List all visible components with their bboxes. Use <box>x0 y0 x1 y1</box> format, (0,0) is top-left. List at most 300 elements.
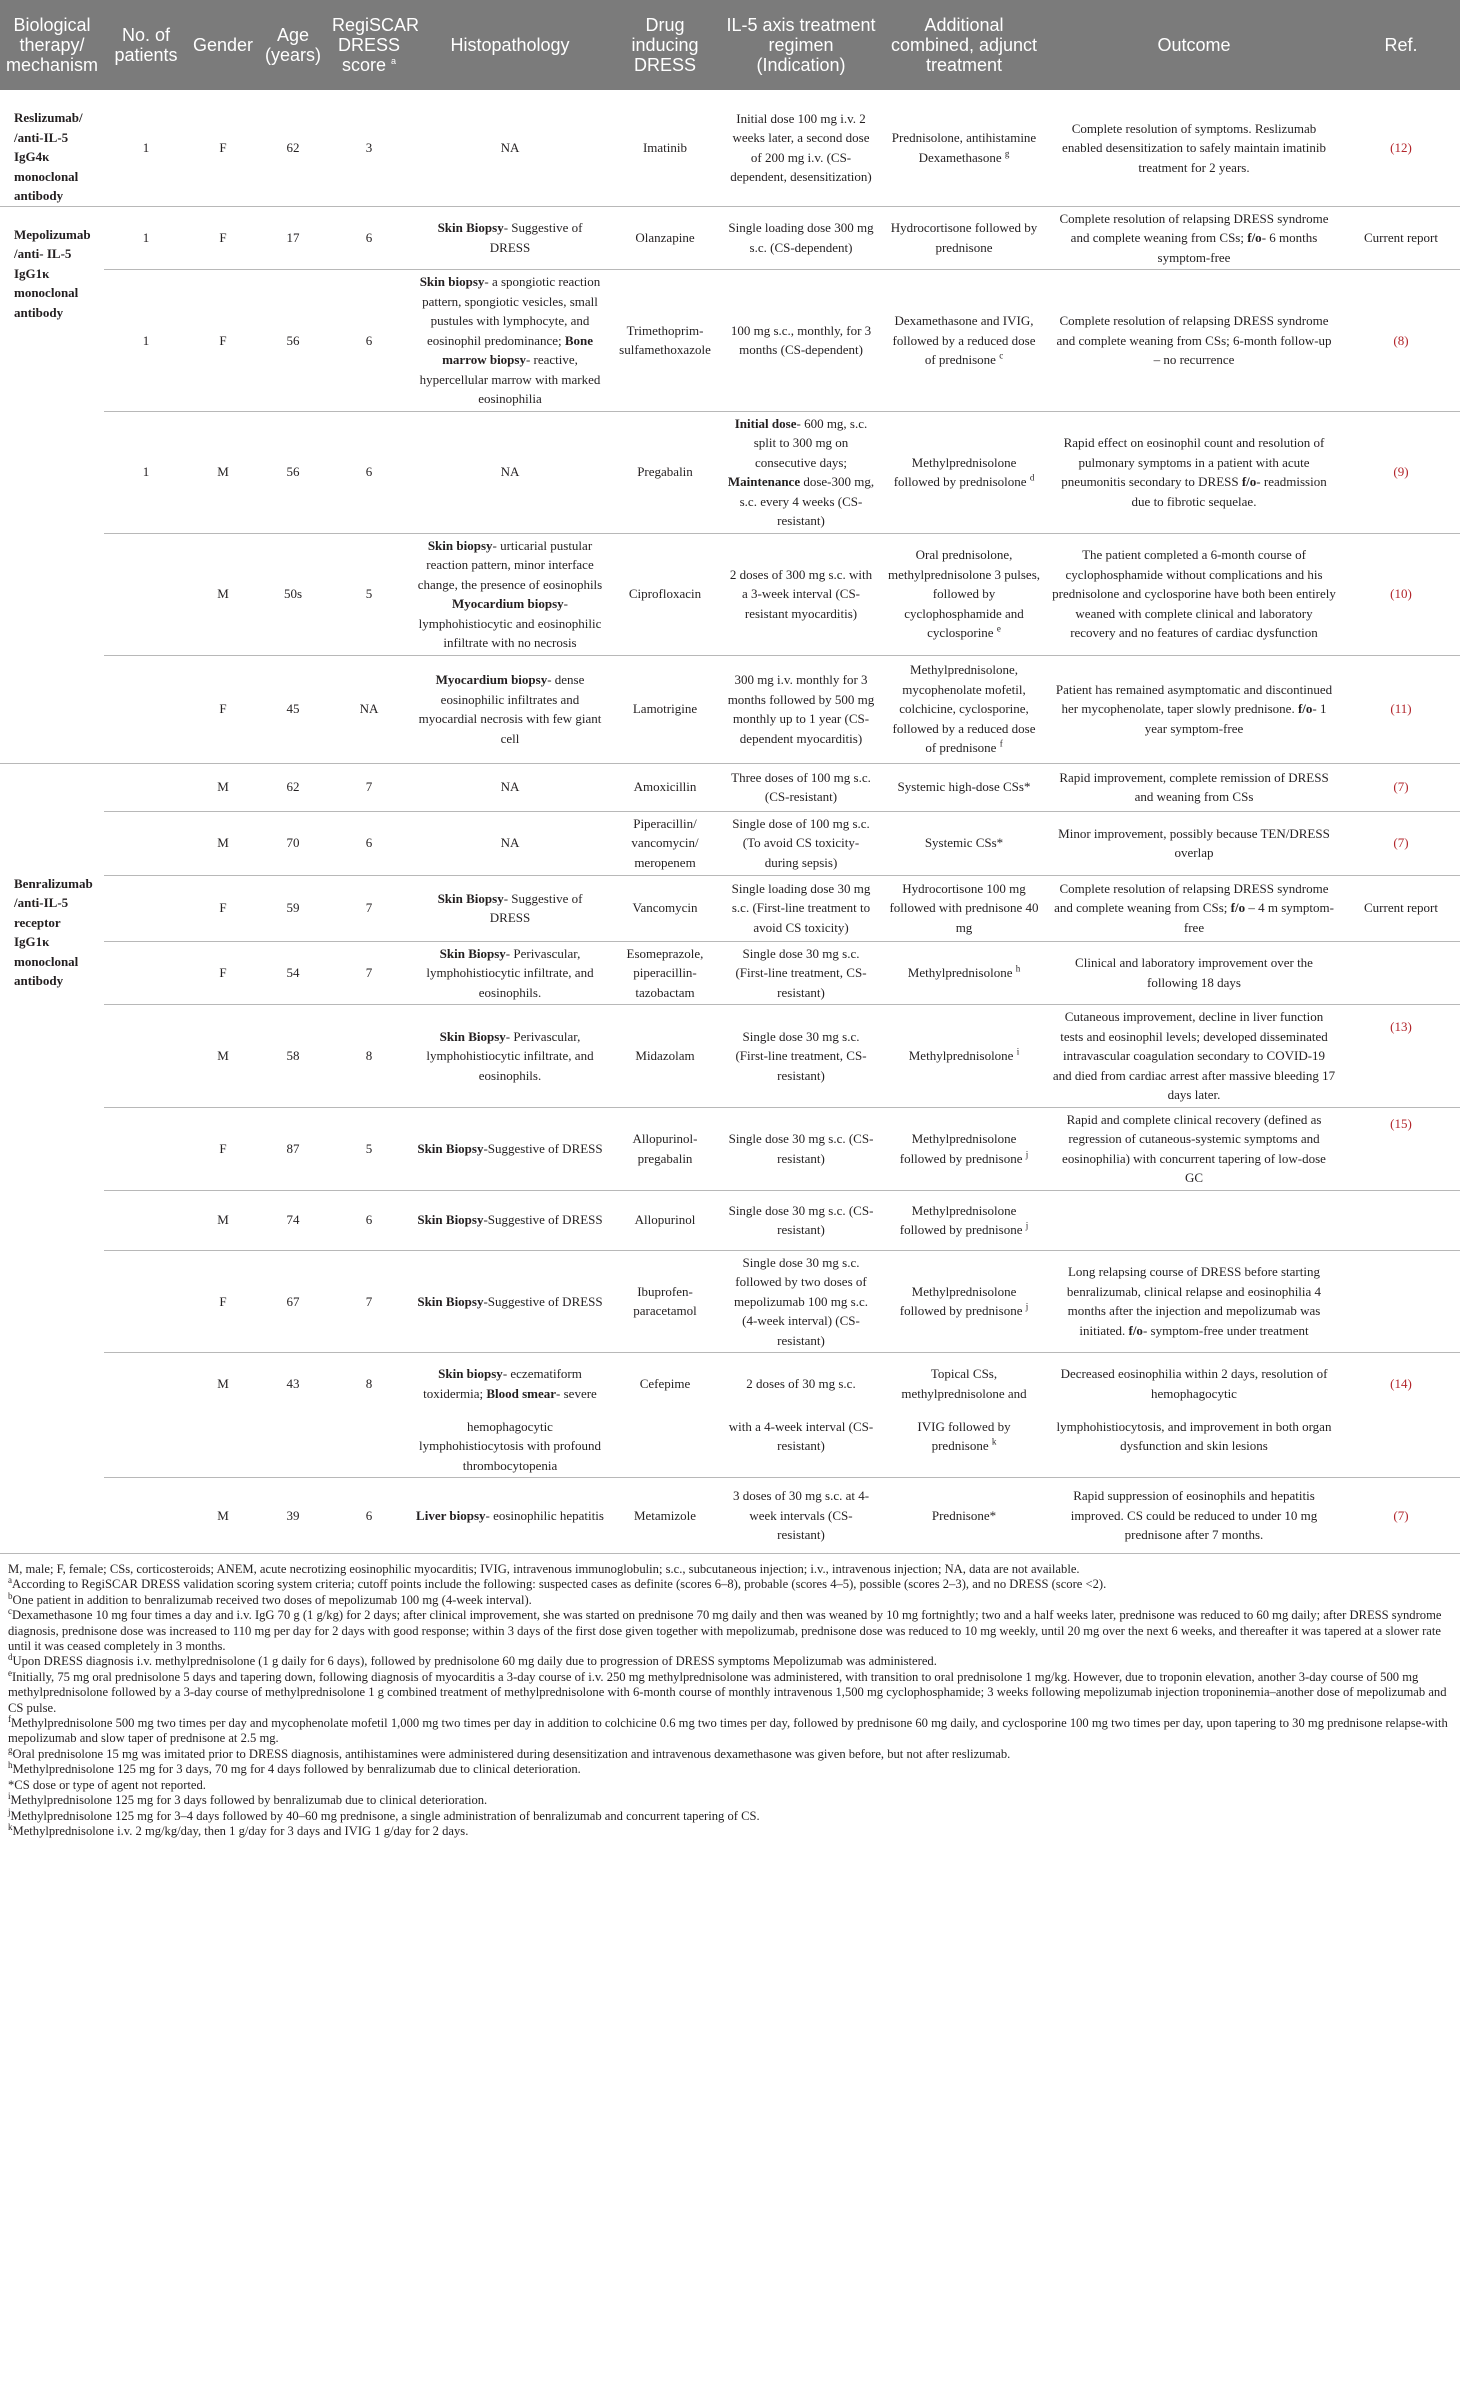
therapy-benralizumab-text: Benralizumab /anti-IL-5 receptor IgG1κ monoclonal antibody <box>14 875 93 988</box>
footnote-abbreviations: M, male; F, female; CSs, corticosteroids; ANEM, acute necrotizing eosinophilic myocarditis; IVIG, intravenous immunoglobulin; s.c., subcutaneous injection; i.v., intravenous injection; NA, data are not available. <box>8 1562 1080 1576</box>
cell-ref[interactable]: (7) <box>1342 763 1460 811</box>
cell-outcome: Rapid improvement, complete remission of DRESS and weaning from CSs <box>1046 763 1342 811</box>
histo-bold: Skin Biopsy <box>439 945 506 961</box>
cell-outcome <box>1046 875 1342 941</box>
cell-patients <box>104 1005 188 1108</box>
footnote-text: Dexamethasone 10 mg four times a day and i.v. IgG 70 g (1 g/kg) for 2 days; after clinical improvement, she was started on prednisone 70 mg daily and then was weaned by 10 mg fortnightly; two and a half weeks later, prednisone was reduced to 60 mg daily; after DRESS syndrome diagnosis, prednisone dose was increased to 110 mg per day for 2 days with good response; within 3 days of the first dose given together with mepolizumab, prednisone dose was reduced to 10 mg weekly, until 20 mg over the next 6 weeks, and thereafter it was tapered at a slower rate until it was ceased completely in 3 months. <box>8 1608 1442 1654</box>
cell-patients: 1 <box>104 90 188 206</box>
header-outcome: Outcome <box>1046 0 1342 90</box>
cell-regimen: Single dose 30 mg s.c. (CS-resistant) <box>720 1190 882 1250</box>
cell-adjunct: Topical CSs, methylprednisolone and <box>901 1366 1027 1401</box>
cell-regimen: with a 4-week interval (CS-resistant) <box>720 1415 882 1478</box>
cell-ref[interactable]: (10) <box>1342 533 1460 655</box>
cell-gender: M <box>188 533 258 655</box>
therapy-reslizumab: Reslizumab/ /anti-IL-5 IgG4κ monoclonal antibody <box>0 90 104 206</box>
cell-age: 45 <box>258 655 328 763</box>
footnote-k <box>8 1821 1450 1839</box>
table-row <box>0 270 1460 412</box>
cell-gender: F <box>188 655 258 763</box>
cell-drug: Trimethoprim-sulfamethoxazole <box>610 270 720 412</box>
cell-age: 39 <box>258 1478 328 1554</box>
cell-regimen: Single dose 30 mg s.c. (First-line treatment, CS-resistant) <box>720 941 882 1005</box>
adjunct-text: Methylprednisolone, mycophenolate mofetil, colchicine, cyclosporine, followed by a reduced dose of prednisone <box>892 662 1036 756</box>
table-row <box>0 1353 1460 1415</box>
cell-score: 6 <box>328 206 410 270</box>
footnote-text: Methylprednisolone 125 mg for 3–4 days followed by 40–60 mg prednisone, a single administration of benralizumab and concurrent tapering of CS. <box>10 1808 760 1823</box>
cell-drug: Ciprofloxacin <box>610 533 720 655</box>
adjunct-text: Prednisolone, antihistamine Dexamethasone <box>891 130 1037 165</box>
cell-regimen: Single dose 30 mg s.c. followed by two doses of mepolizumab 100 mg s.c. (4-week interval) (CS-resistant) <box>720 1250 882 1353</box>
cell-ref[interactable]: (11) <box>1342 655 1460 763</box>
outcome-text-2: – 4 m symptom-free <box>1183 900 1334 935</box>
footnote-text: Upon DRESS diagnosis i.v. methylprednisolone (1 g daily for 6 days), followed by prednisolone 60 mg daily due to progression of DRESS symptoms Mepolizumab was administered. <box>12 1654 937 1669</box>
outcome-bold: f/o <box>1128 1322 1143 1338</box>
cell-drug: Allopurinol-pregabalin <box>610 1107 720 1190</box>
histo-text: - Perivascular, lymphohistiocytic infiltrate, and eosinophils. <box>426 1028 594 1083</box>
cell-drug: Olanzapine <box>610 206 720 270</box>
footnote-text: According to RegiSCAR DRESS validation scoring system criteria; cutoff points include the following: suspected cases as definite (scores 6–8), probable (scores 4–5), possible (scores 2–3), and no DRESS (score <2). <box>12 1577 1107 1592</box>
cell-ref <box>1342 1190 1460 1250</box>
adjunct-text: Methylprednisolone followed by prednisone <box>899 1131 1023 1166</box>
table-row <box>0 811 1460 875</box>
cell-regimen: Initial dose 100 mg i.v. 2 weeks later, a second dose of 200 mg i.v. (CS-dependent, desensitization) <box>720 90 882 206</box>
histo-text-2: - lymphohistiocytic and eosinophilic infiltrate with no necrosis <box>418 596 602 650</box>
footnote-i <box>8 1790 1450 1808</box>
cell-regimen <box>720 411 882 533</box>
outcome-bold: f/o <box>1247 230 1262 245</box>
adjunct-sup: i <box>1016 1046 1020 1057</box>
cell-gender: F <box>188 875 258 941</box>
outcome-text-2: - 6 months symptom-free <box>1157 230 1318 265</box>
cell-adjunct <box>882 1415 1046 1478</box>
header-adjunct: Additional combined, adjunct treatment <box>882 0 1046 90</box>
cell-patients <box>104 655 188 763</box>
cell-ref[interactable]: (14) <box>1390 1376 1412 1391</box>
cell-gender: M <box>188 1478 258 1554</box>
cell-age: 43 <box>286 1376 300 1391</box>
footnote-text: Methylprednisolone i.v. 2 mg/kg/day, then 1 g/day for 3 days and IVIG 1 g/day for 2 days. <box>12 1823 469 1838</box>
cell-histo <box>410 655 610 763</box>
cell-histo: NA <box>410 763 610 811</box>
table-row <box>0 763 1460 811</box>
cell-ref[interactable]: (8) <box>1342 270 1460 412</box>
cell-score <box>328 1415 410 1478</box>
footnote-mark: i <box>8 1790 11 1801</box>
cell-gender: F <box>188 206 258 270</box>
adjunct-sup: k <box>991 1436 997 1447</box>
cell-regimen: Single loading dose 300 mg s.c. (CS-dependent) <box>720 206 882 270</box>
header-score-text: RegiSCAR DRESS score <box>332 15 420 75</box>
cell-histo <box>410 1190 610 1250</box>
therapy-mepolizumab: Mepolizumab /anti- IL-5 IgG1κ monoclonal antibody <box>0 206 104 763</box>
cell-ref <box>1342 1250 1460 1353</box>
cell-ref[interactable]: (12) <box>1342 90 1460 206</box>
cell-adjunct <box>882 90 1046 206</box>
adjunct-sup: j <box>1025 1149 1029 1160</box>
cell-ref <box>1342 941 1460 1005</box>
header-histopathology: Histopathology <box>410 0 610 90</box>
cell-score: 6 <box>328 1190 410 1250</box>
histo-bold: Skin biopsy <box>427 537 493 553</box>
regimen-bold-2: Maintenance <box>727 474 801 489</box>
cell-adjunct: Prednisone* <box>882 1478 1046 1554</box>
cell-score: 6 <box>328 1478 410 1554</box>
cell-drug: Cefepime <box>639 1376 691 1391</box>
table-row <box>0 1107 1460 1190</box>
cell-histo: NA <box>410 90 610 206</box>
header-score <box>328 0 420 90</box>
cell-histo <box>410 1107 610 1190</box>
adjunct-sup: e <box>996 623 1001 634</box>
cell-gender: M <box>188 811 258 875</box>
footnote-f <box>8 1713 1450 1747</box>
cell-histo <box>410 941 610 1005</box>
cell-regimen: Single loading dose 30 mg s.c. (First-line treatment to avoid CS toxicity) <box>720 875 882 941</box>
table-row <box>0 206 1460 270</box>
table-row <box>0 533 1460 655</box>
cell-drug: Esomeprazole, piperacillin-tazobactam <box>610 941 720 1005</box>
cell-score: 8 <box>365 1376 373 1391</box>
histo-bold: Liver biopsy <box>416 1507 486 1523</box>
cell-score: 7 <box>328 875 410 941</box>
cell-adjunct <box>882 411 1046 533</box>
cell-histo <box>410 533 610 655</box>
cell-score: 7 <box>328 1250 410 1353</box>
cell-patients <box>104 1107 188 1190</box>
cell-outcome: Rapid suppression of eosinophils and hepatitis improved. CS could be reduced to under 10 mg prednisone after 7 months. <box>1046 1478 1342 1554</box>
footnote-e <box>8 1667 1450 1716</box>
header-score-sup: a <box>391 56 397 66</box>
cell-outcome: lymphohistiocytosis, and improvement in both organ dysfunction and skin lesions <box>1046 1415 1342 1478</box>
footnote-mark: j <box>8 1806 11 1817</box>
header-regimen: IL-5 axis treatment regimen (Indication) <box>720 0 882 90</box>
cell-histo <box>410 270 610 412</box>
header-ref: Ref. <box>1342 0 1460 90</box>
cell-age <box>258 1415 328 1478</box>
cell-drug <box>610 1415 720 1478</box>
cell-adjunct <box>882 1250 1046 1353</box>
table-row <box>0 875 1460 941</box>
cell-regimen: 3 doses of 30 mg s.c. at 4-week intervals (CS-resistant) <box>720 1478 882 1554</box>
cell-ref[interactable]: (7) <box>1342 811 1460 875</box>
cell-drug: Amoxicillin <box>610 763 720 811</box>
cell-patients: 1 <box>104 206 188 270</box>
table-row <box>0 941 1460 1005</box>
histo-text: - Suggestive of DRESS <box>489 220 583 255</box>
cell-adjunct: Systemic CSs* <box>882 811 1046 875</box>
footnote-text: Initially, 75 mg oral prednisolone 5 days and tapering down, following diagnosis of myocarditis a 3-day course of i.v. 250 mg methylprednisolone was administered, with transition to oral prednisolone 1 mg/kg. However, due to troponin elevation, another 3-day course of 500 mg methylprednisolone followed by a 3-day course of methylprednisolone 1 g combined treatment of methylprednisolone with 6-month course of monthly intravenous 1,500 mg cyclophosphamide; 3 weeks following mepolizumab injection troponinemia–another dose of mepolizumab and CS pulse. <box>8 1669 1447 1715</box>
footnote-text: Oral prednisolone 15 mg was imitated prior to DRESS diagnosis, antihistamines were administered during desensitization and intravenous dexamethasone was given before, but not after reslizumab. <box>12 1746 1011 1761</box>
cell-outcome <box>1046 206 1342 270</box>
table-row <box>0 411 1460 533</box>
regimen-text-2: dose-300 mg, s.c. every 4 weeks (CS-resistant) <box>739 474 875 528</box>
footnote-h <box>8 1762 1450 1777</box>
histo-text: -Suggestive of DRESS <box>483 1212 603 1228</box>
adjunct-sup: j <box>1025 1301 1029 1312</box>
adjunct-text: Methylprednisolone followed by prednisolone <box>893 454 1027 489</box>
cell-score: 5 <box>328 1107 410 1190</box>
regimen-bold: Initial dose <box>734 415 797 431</box>
cell-score: 8 <box>328 1005 410 1108</box>
cell-adjunct: Hydrocortisone 100 mg followed with prednisone 40 mg <box>882 875 1046 941</box>
footnote-mark: d <box>8 1652 13 1663</box>
table-row <box>0 1005 1460 1108</box>
table-row <box>0 1250 1460 1353</box>
histo-bold: Myocardium biopsy <box>435 672 548 687</box>
cell-gender: M <box>188 1190 258 1250</box>
cell-ref[interactable]: (9) <box>1342 411 1460 533</box>
cell-patients <box>104 1415 188 1478</box>
cell-outcome: Cutaneous improvement, decline in liver function tests and eosinophil levels; developed disseminated intravascular coagulation secondary to COVID-19 and died from cardiac arrest after massive bleeding 17 days later. <box>1046 1005 1342 1108</box>
cell-score: 6 <box>328 411 410 533</box>
histo-text-2: - reactive, hypercellular marrow with marked eosinophilia <box>419 352 601 406</box>
footnote-text: Methylprednisolone 125 mg for 3 days, 70 mg for 4 days followed by benralizumab due to clinical deterioration. <box>12 1762 581 1777</box>
cell-gender: F <box>188 270 258 412</box>
cell-score: 3 <box>328 90 410 206</box>
histo-text: - eosinophilic hepatitis <box>485 1507 604 1523</box>
table-row <box>0 655 1460 763</box>
footnote-g <box>8 1744 1450 1762</box>
histo-text: - Perivascular, lymphohistiocytic infiltrate, and eosinophils. <box>426 945 594 1000</box>
header-age: Age (years) <box>258 0 328 90</box>
adjunct-text: IVIG followed by prednisone <box>917 1418 1011 1453</box>
cell-gender <box>188 1415 258 1478</box>
cell-regimen: 2 doses of 30 mg s.c. <box>746 1376 856 1391</box>
cell-gender: M <box>188 411 258 533</box>
histo-bold: Skin biopsy <box>419 274 485 289</box>
outcome-text: Complete resolution of relapsing DRESS syndrome and complete weaning from CSs; <box>1054 880 1329 916</box>
footnote-d <box>8 1654 1450 1669</box>
cell-gender: M <box>188 763 258 811</box>
table-row <box>0 1415 1460 1478</box>
cell-adjunct <box>882 1107 1046 1190</box>
histo-bold-2: Blood smear <box>486 1385 557 1401</box>
cell-score: 6 <box>328 270 410 412</box>
cell-regimen: Three doses of 100 mg s.c. (CS-resistant) <box>720 763 882 811</box>
cell-outcome: Rapid and complete clinical recovery (defined as regression of cutaneous-systemic symptoms and eosinophilia) with concurrent tapering of low-dose GC <box>1046 1107 1342 1190</box>
header-patients: No. of patients <box>104 0 188 90</box>
cell-regimen: 300 mg i.v. monthly for 3 months followed by 500 mg monthly up to 1 year (CS-dependent myocarditis) <box>720 655 882 763</box>
cell-age: 62 <box>258 90 328 206</box>
cell-histo: NA <box>410 411 610 533</box>
footnote-a <box>8 1577 1450 1592</box>
outcome-text: Complete resolution of relapsing DRESS syndrome and complete weaning from CSs; <box>1059 210 1329 245</box>
cell-age: 56 <box>258 411 328 533</box>
cell-ref[interactable]: (15) <box>1342 1107 1460 1190</box>
histo-bold: Skin Biopsy <box>437 220 504 236</box>
cell-outcome: Clinical and laboratory improvement over the following 18 days <box>1046 941 1342 1005</box>
cell-gender: F <box>188 941 258 1005</box>
cell-gender: M <box>217 1376 229 1391</box>
histo-text: - eczematiform toxidermia; <box>423 1366 582 1401</box>
cell-ref: Current report <box>1342 206 1460 270</box>
cell-drug: Vancomycin <box>610 875 720 941</box>
cell-score: 6 <box>328 811 410 875</box>
footnote-mark: b <box>8 1590 13 1601</box>
histo-bold: Skin Biopsy <box>437 890 504 906</box>
cell-age: 58 <box>258 1005 328 1108</box>
cell-drug: Imatinib <box>610 90 720 206</box>
adjunct-sup: g <box>1004 148 1010 159</box>
header-row <box>0 0 1460 90</box>
footnote-c <box>8 1608 1450 1654</box>
cell-patients <box>104 533 188 655</box>
cell-age: 74 <box>258 1190 328 1250</box>
cell-outcome <box>1046 655 1342 763</box>
outcome-text: Long relapsing course of DRESS before starting benralizumab, clinical relapse and eosinophilia 4 months after the injection and mepolizumab was initiated. <box>1066 1264 1322 1338</box>
histo-text: - a spongiotic reaction pattern, spongiotic vesicles, small pustules with lymphocyte, and eosinophil predominance; <box>422 274 601 348</box>
cell-outcome: Minor improvement, possibly because TEN/DRESS overlap <box>1046 811 1342 875</box>
cell-age: 62 <box>258 763 328 811</box>
cell-drug: Metamizole <box>610 1478 720 1554</box>
cell-patients <box>104 763 188 811</box>
adjunct-sup: f <box>999 738 1003 749</box>
cell-drug: Piperacillin/ vancomycin/ meropenem <box>610 811 720 875</box>
cell-regimen: Single dose 30 mg s.c. (CS-resistant) <box>720 1107 882 1190</box>
cell-patients <box>104 1353 188 1415</box>
cell-histo <box>410 1478 610 1554</box>
histo-bold-2: Myocardium biopsy <box>452 596 564 611</box>
header-drug: Drug inducing DRESS <box>610 0 720 90</box>
cell-patients: 1 <box>104 411 188 533</box>
adjunct-sup: j <box>1025 1220 1029 1231</box>
footnote-mark: a <box>8 1575 12 1586</box>
cell-gender: F <box>188 1107 258 1190</box>
footnote-text: One patient in addition to benralizumab received two doses of mepolizumab 100 mg (4-week interval). <box>12 1592 532 1607</box>
cell-patients <box>104 941 188 1005</box>
cell-patients <box>104 811 188 875</box>
outcome-bold: f/o <box>1241 474 1257 489</box>
cell-age: 50s <box>258 533 328 655</box>
table-row <box>0 90 1460 206</box>
outcome-text-2: - 1 year symptom-free <box>1144 701 1327 736</box>
adjunct-text: Oral prednisolone, methylprednisolone 3 pulses, followed by cyclophosphamide and cyclosporine <box>888 547 1041 641</box>
cell-adjunct <box>882 1005 1046 1108</box>
outcome-bold: f/o <box>1297 701 1313 717</box>
cell-adjunct <box>882 270 1046 412</box>
cell-age: 70 <box>258 811 328 875</box>
therapy-benralizumab <box>0 763 104 1554</box>
cell-score: 7 <box>328 941 410 1005</box>
outcome-text: Rapid effect on eosinophil count and resolution of pulmonary symptoms in a patient with acute pneumonitis secondary to DRESS <box>1061 435 1325 489</box>
cell-histo <box>410 875 610 941</box>
histo-bold: Skin biopsy <box>438 1366 503 1382</box>
cell-outcome: The patient completed a 6-month course of cyclophosphamide without complications and his prednisolone and cyclosporine have both been entirely weaned with complete clinical and laboratory recovery and no features of cardiac dysfunction <box>1046 533 1342 655</box>
cell-adjunct: Hydrocortisone followed by prednisone <box>882 206 1046 270</box>
regimen-text: - 600 mg, s.c. split to 300 mg on consecutive days; <box>753 415 868 470</box>
histo-bold: Skin Biopsy <box>417 1140 484 1156</box>
cell-score: 5 <box>328 533 410 655</box>
footnote-mark: h <box>8 1760 13 1771</box>
cell-outcome: Complete resolution of relapsing DRESS syndrome and complete weaning from CSs; 6-month follow-up – no recurrence <box>1046 270 1342 412</box>
footnote-text: Methylprednisolone 125 mg for 3 days followed by benralizumab due to clinical deterioration. <box>10 1793 488 1808</box>
cell-patients <box>104 875 188 941</box>
cell-histo <box>410 1005 610 1108</box>
cell-gender: F <box>188 90 258 206</box>
cell-outcome <box>1046 1250 1342 1353</box>
adjunct-text: Methylprednisolone followed by prednisone <box>899 1283 1023 1319</box>
cell-outcome: Complete resolution of symptoms. Reslizumab enabled desensitization to safely maintain imatinib treatment for 2 years. <box>1046 90 1342 206</box>
footnote-mark: f <box>8 1713 11 1724</box>
outcome-bold: f/o <box>1230 900 1246 916</box>
cell-age: 17 <box>258 206 328 270</box>
adjunct-sup: h <box>1015 963 1021 974</box>
cell-ref[interactable]: (13) <box>1342 1005 1460 1108</box>
cell-regimen: Single dose of 100 mg s.c. (To avoid CS toxicity-during sepsis) <box>720 811 882 875</box>
adjunct-text: Methylprednisolone <box>908 1048 1014 1063</box>
cell-drug: Allopurinol <box>610 1190 720 1250</box>
cell-outcome: Decreased eosinophilia within 2 days, resolution of hemophagocytic <box>1060 1366 1328 1401</box>
cell-outcome <box>1046 1190 1342 1250</box>
cell-histo: NA <box>410 811 610 875</box>
footnote-mark: e <box>8 1667 12 1678</box>
cell-adjunct <box>882 941 1046 1005</box>
cell-gender: M <box>188 1005 258 1108</box>
histo-text-2: - severe <box>556 1385 597 1401</box>
cell-score: 7 <box>328 763 410 811</box>
outcome-text-2: - symptom-free under treatment <box>1142 1322 1309 1338</box>
cell-patients <box>104 1190 188 1250</box>
cell-age: 59 <box>258 875 328 941</box>
adjunct-text: Dexamethasone and IVIG, followed by a reduced dose of prednisone <box>892 313 1036 367</box>
cell-regimen: 100 mg s.c., monthly, for 3 months (CS-dependent) <box>720 270 882 412</box>
cell-patients <box>104 1250 188 1353</box>
outcome-text: Patient has remained asymptomatic and discontinued her mycophenolate, taper slowly prednisone. <box>1055 681 1333 717</box>
cell-adjunct <box>882 1190 1046 1250</box>
cell-ref: Current report <box>1342 875 1460 941</box>
histo-text: - urticarial pustular reaction pattern, minor interface change, the presence of eosinophils <box>417 537 603 592</box>
histo-text: - Suggestive of DRESS <box>489 890 583 925</box>
cell-drug: Midazolam <box>610 1005 720 1108</box>
adjunct-sup: c <box>999 350 1004 361</box>
cell-histo <box>410 206 610 270</box>
footnote-mark: c <box>8 1606 12 1617</box>
cell-score: NA <box>328 655 410 763</box>
adjunct-sup: d <box>1029 472 1035 483</box>
cell-regimen: Single dose 30 mg s.c. (First-line treatment, CS-resistant) <box>720 1005 882 1108</box>
cell-age: 87 <box>258 1107 328 1190</box>
cell-adjunct: Systemic high-dose CSs* <box>882 763 1046 811</box>
histo-text: - dense eosinophilic infiltrates and myocardial necrosis with few giant cell <box>418 672 602 746</box>
footnote-b <box>8 1590 1450 1608</box>
cell-regimen: 2 doses of 300 mg s.c. with a 3-week interval (CS-resistant myocarditis) <box>720 533 882 655</box>
cell-adjunct <box>882 655 1046 763</box>
outcome-text-2: - readmission due to fibrotic sequelae. <box>1131 474 1327 509</box>
footnotes <box>0 1554 1460 1839</box>
cell-drug: Ibuprofen-paracetamol <box>610 1250 720 1353</box>
footnote-mark: k <box>8 1821 13 1832</box>
footnote-text: Methylprednisolone 500 mg two times per day and mycophenolate mofetil 1,000 mg two times per day in addition to colchicine 0.6 mg two times per day, followed by prednisone 60 mg daily, and cyclosporine 100 mg two times per day, upon tapering to 30 mg prednisone relapse-with mepolizumab and slow taper of prednisone at 2.5 mg. <box>8 1716 1448 1746</box>
footnote-mark: g <box>8 1744 13 1755</box>
cell-histo <box>410 1250 610 1353</box>
footnote-star: *CS dose or type of agent not reported. <box>8 1777 206 1792</box>
cell-ref[interactable]: (7) <box>1342 1478 1460 1554</box>
cell-patients: 1 <box>104 270 188 412</box>
table-row <box>0 1478 1460 1554</box>
histo-text: -Suggestive of DRESS <box>483 1140 603 1156</box>
cell-adjunct <box>882 533 1046 655</box>
histo-bold: Skin Biopsy <box>417 1212 484 1228</box>
cell-age: 56 <box>258 270 328 412</box>
cell-drug: Pregabalin <box>610 411 720 533</box>
cell-ref <box>1342 1415 1460 1478</box>
cell-patients <box>104 1478 188 1554</box>
histo-text: -Suggestive of DRESS <box>483 1293 603 1309</box>
table-row <box>0 1190 1460 1250</box>
histo-bold: Skin Biopsy <box>417 1293 484 1309</box>
header-gender: Gender <box>188 0 258 90</box>
histo-bold-2: Bone marrow biopsy <box>442 332 594 367</box>
